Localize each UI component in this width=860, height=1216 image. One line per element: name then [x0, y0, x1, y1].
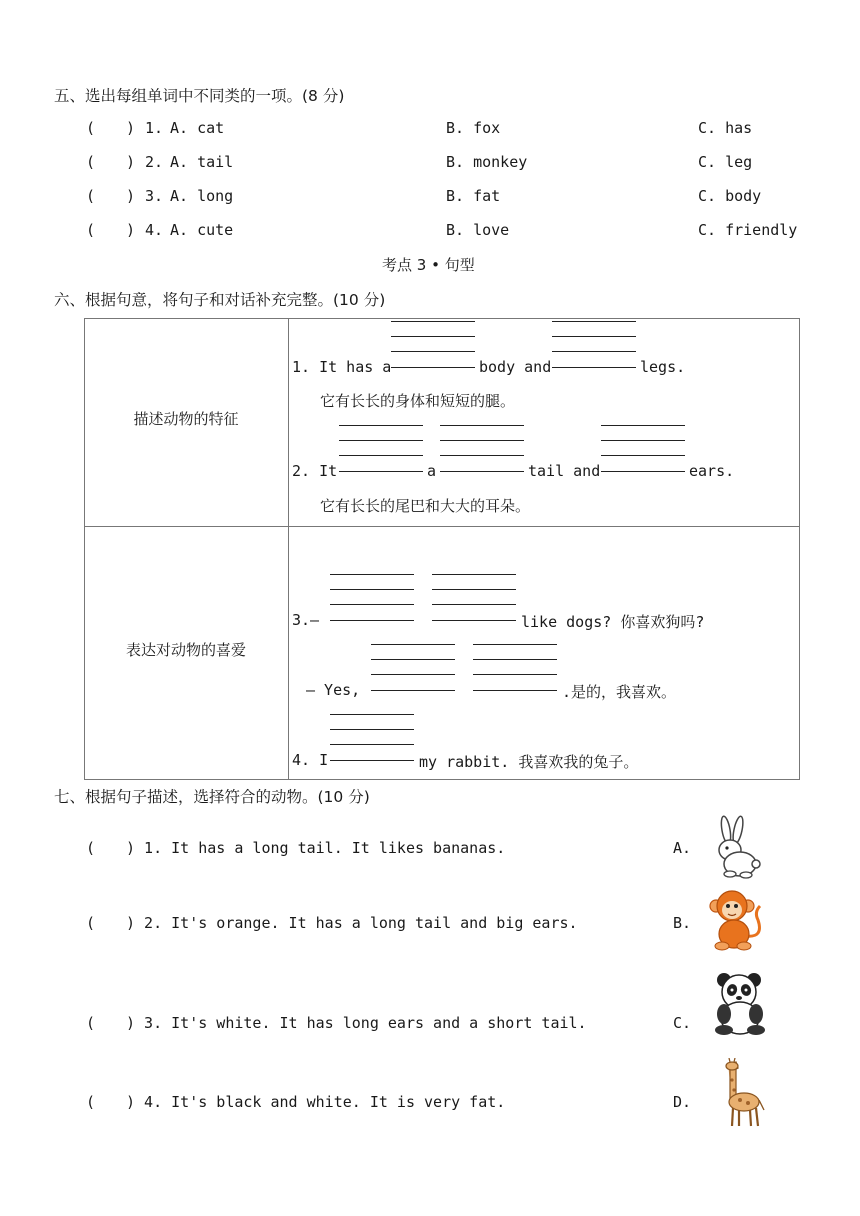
q4-text-end: my rabbit. 我喜欢我的兔子。	[419, 753, 639, 771]
writing-blank[interactable]	[432, 574, 516, 622]
paren-close: )	[126, 187, 136, 205]
question-number: )	[126, 119, 136, 137]
kaodian-title: 考点 3 • 句型	[382, 256, 475, 274]
answer-paren[interactable]: (	[86, 839, 96, 857]
answer-paren[interactable]: (	[86, 187, 96, 205]
giraffe-image[interactable]	[718, 1058, 768, 1128]
answer-paren[interactable]: (	[86, 1014, 96, 1032]
q2-text-tail: tail and	[528, 462, 601, 480]
writing-blank[interactable]	[391, 321, 475, 369]
writing-blank[interactable]	[601, 425, 685, 473]
option-a: A. cute	[170, 221, 234, 239]
answer-paren[interactable]: (	[86, 1093, 96, 1111]
answer-paren[interactable]: (	[86, 914, 96, 932]
section6-heading: 六、根据句意，将句子和对话补充完整。(10 分)	[54, 291, 386, 309]
option-c: C. has	[698, 119, 753, 137]
q3-text-start: 3.—	[292, 611, 320, 629]
q1-translation: 它有长长的身体和短短的腿。	[320, 392, 516, 410]
option-b: B. fox	[446, 119, 501, 137]
monkey-image[interactable]	[706, 886, 766, 952]
option-label: A.	[673, 839, 692, 857]
row2-label: 表达对动物的喜爱	[125, 641, 246, 659]
question-number: 3.	[145, 187, 164, 205]
section7-heading: 七、根据句子描述，选择符合的动物。(10 分)	[54, 788, 370, 806]
option-c: C. friendly	[698, 221, 798, 239]
panda-image[interactable]	[710, 970, 772, 1036]
answer-paren[interactable]: (	[86, 153, 96, 171]
option-label: C.	[673, 1014, 692, 1032]
option-c: C. leg	[698, 153, 753, 171]
q1-text-mid: body and	[479, 358, 552, 376]
question-text: ) 2. It's orange. It has a long tail and big ears.	[126, 914, 578, 932]
writing-blank[interactable]	[473, 644, 557, 692]
question-text: ) 4. It's black and white. It is very fat.	[126, 1093, 506, 1111]
answer-paren[interactable]: (	[86, 221, 96, 239]
q2-text-a: a	[427, 462, 437, 480]
option-label: D.	[673, 1093, 692, 1111]
writing-blank[interactable]	[330, 574, 414, 622]
option-a: A. long	[170, 187, 234, 205]
q3-text-end: like dogs? 你喜欢狗吗?	[521, 613, 705, 631]
question-number: 1.	[145, 119, 164, 137]
q2-translation: 它有长长的尾巴和大大的耳朵。	[320, 497, 531, 515]
rabbit-image[interactable]	[706, 814, 762, 880]
answer-paren[interactable]: (	[86, 119, 96, 137]
table-divider	[84, 526, 800, 527]
fill-table	[84, 318, 800, 780]
writing-blank[interactable]	[552, 321, 636, 369]
q2-text-end: ears.	[689, 462, 735, 480]
writing-blank[interactable]	[371, 644, 455, 692]
row1-label: 描述动物的特征	[133, 410, 239, 428]
writing-blank[interactable]	[440, 425, 524, 473]
option-b: B. fat	[446, 187, 501, 205]
option-label: B.	[673, 914, 692, 932]
option-b: B. love	[446, 221, 510, 239]
option-c: C. body	[698, 187, 762, 205]
paren-close: )	[126, 221, 136, 239]
question-text: ) 1. It has a long tail. It likes bananas.	[126, 839, 506, 857]
writing-blank[interactable]	[339, 425, 423, 473]
table-divider	[288, 318, 289, 780]
q3-answer-start: — Yes,	[306, 681, 361, 699]
q1-text-start: 1. It has a	[292, 358, 392, 376]
q1-text-end: legs.	[640, 358, 686, 376]
section5-heading: 五、选出每组单词中不同类的一项。(8 分)	[54, 87, 345, 105]
option-b: B. monkey	[446, 153, 528, 171]
question-number: 2.	[145, 153, 164, 171]
paren-close: )	[126, 153, 136, 171]
q4-text-start: 4. I	[292, 751, 329, 769]
option-a: A. tail	[170, 153, 234, 171]
question-text: ) 3. It's white. It has long ears and a short tail.	[126, 1014, 587, 1032]
q2-text-start: 2. It	[292, 462, 338, 480]
question-number: 4.	[145, 221, 164, 239]
writing-blank[interactable]	[330, 714, 414, 762]
option-a: A. cat	[170, 119, 225, 137]
q3-answer-end: .是的，我喜欢。	[562, 683, 677, 701]
